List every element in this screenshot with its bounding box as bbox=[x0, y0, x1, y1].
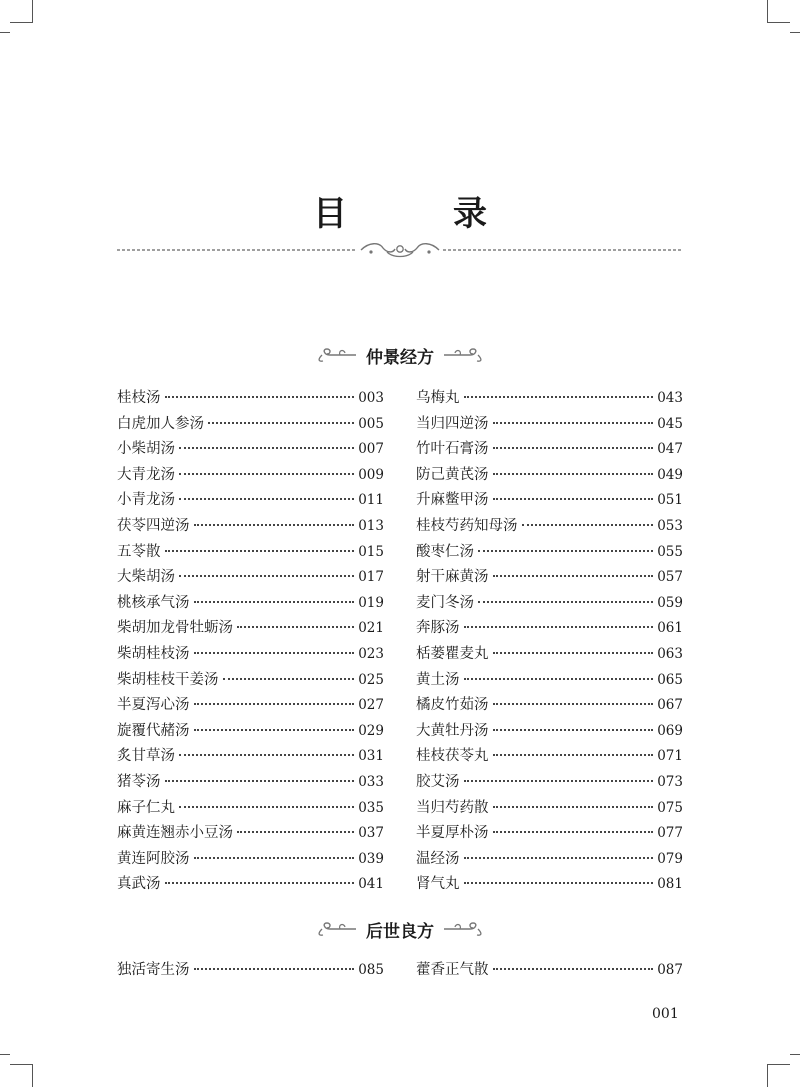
toc-entry-title: 桂枝芍药知母汤 bbox=[416, 518, 518, 534]
dot-leader bbox=[194, 524, 355, 526]
dot-leader bbox=[493, 831, 654, 833]
toc-entry-page: 067 bbox=[657, 697, 683, 714]
dot-leader bbox=[493, 575, 654, 577]
toc-entry-page: 031 bbox=[358, 748, 384, 765]
toc-entry[interactable] bbox=[117, 770, 384, 790]
toc-entry-title: 小青龙汤 bbox=[117, 492, 175, 509]
toc-entry[interactable] bbox=[416, 668, 683, 688]
dot-leader bbox=[493, 806, 654, 808]
toc-entry[interactable] bbox=[416, 616, 683, 636]
title-ornament-rule bbox=[117, 240, 683, 260]
toc-entry-title: 大黄牡丹汤 bbox=[416, 722, 489, 739]
toc-entry-page: 037 bbox=[358, 825, 384, 842]
dot-leader bbox=[464, 678, 654, 680]
toc-entry-page: 009 bbox=[358, 466, 384, 483]
toc-entry[interactable] bbox=[117, 488, 384, 508]
toc-entry[interactable] bbox=[117, 565, 384, 585]
toc-entry-page: 007 bbox=[358, 441, 384, 458]
crop-mark-top-right-outer bbox=[790, 10, 800, 33]
dot-leader bbox=[493, 498, 654, 500]
toc-entry-title: 温经汤 bbox=[416, 850, 460, 867]
toc-entry-title: 旋覆代赭汤 bbox=[117, 722, 190, 739]
toc-entry[interactable] bbox=[416, 386, 683, 406]
page-title: 目 录 bbox=[313, 194, 523, 234]
dot-leader bbox=[165, 396, 355, 398]
toc-entry[interactable] bbox=[117, 958, 384, 978]
toc-entry[interactable] bbox=[416, 565, 683, 585]
toc-entry-title: 麦门冬汤 bbox=[416, 594, 474, 611]
dot-leader bbox=[179, 575, 354, 577]
toc-entry-page: 061 bbox=[657, 620, 683, 637]
toc-entry-page: 073 bbox=[657, 774, 683, 790]
toc-entry-title: 胶艾汤 bbox=[416, 774, 460, 790]
section-heading-1 bbox=[0, 342, 800, 368]
toc-entry-page: 087 bbox=[657, 962, 683, 978]
toc-entry[interactable] bbox=[416, 642, 683, 662]
toc-entry[interactable] bbox=[416, 872, 683, 892]
toc-entry-title: 柴胡加龙骨牡蛎汤 bbox=[117, 620, 233, 637]
dot-leader bbox=[194, 729, 355, 731]
toc-entry-page: 063 bbox=[657, 646, 683, 662]
toc-entry-page: 035 bbox=[358, 799, 384, 816]
toc-entry-title: 真武汤 bbox=[117, 876, 161, 893]
toc-entry-title: 黄土汤 bbox=[416, 671, 460, 688]
toc-entry[interactable] bbox=[117, 463, 384, 483]
toc-entry-page: 043 bbox=[657, 390, 683, 406]
dot-leader bbox=[194, 652, 355, 654]
toc-entry-page: 023 bbox=[358, 646, 384, 662]
dot-leader bbox=[493, 703, 654, 705]
dot-leader bbox=[493, 447, 654, 449]
dot-leader bbox=[165, 550, 355, 552]
toc-entry-title: 小柴胡汤 bbox=[117, 441, 175, 458]
dot-leader bbox=[237, 831, 354, 833]
dot-leader bbox=[179, 806, 354, 808]
toc-entry-title: 茯苓四逆汤 bbox=[117, 518, 190, 534]
dot-leader bbox=[194, 703, 355, 705]
scroll-ornament-icon bbox=[314, 346, 358, 364]
toc-entry-page: 017 bbox=[358, 569, 384, 586]
dot-leader bbox=[194, 857, 355, 859]
toc-entry-page: 047 bbox=[657, 441, 683, 458]
toc-entry[interactable] bbox=[416, 958, 683, 978]
toc-entry[interactable] bbox=[416, 821, 683, 841]
toc-entry[interactable] bbox=[416, 463, 683, 483]
toc-entry-page: 065 bbox=[657, 671, 683, 688]
dot-leader bbox=[179, 754, 354, 756]
toc-entry[interactable] bbox=[117, 821, 384, 841]
toc-entry-title: 黄连阿胶汤 bbox=[117, 850, 190, 867]
toc-entry[interactable] bbox=[117, 847, 384, 867]
toc-entry-page: 027 bbox=[358, 697, 384, 714]
toc-entry[interactable] bbox=[117, 744, 384, 764]
dot-leader bbox=[493, 652, 654, 654]
dot-leader bbox=[478, 601, 653, 603]
toc-entry[interactable] bbox=[117, 719, 384, 739]
toc-entry-page: 029 bbox=[358, 722, 384, 739]
toc-entry-title: 当归芍药散 bbox=[416, 799, 489, 816]
dot-leader bbox=[464, 626, 654, 628]
toc-entry-title: 柴胡桂枝干姜汤 bbox=[117, 671, 219, 688]
toc-entry-page: 039 bbox=[358, 850, 384, 867]
crop-mark-top-right bbox=[767, 0, 790, 23]
dot-leader bbox=[464, 780, 654, 782]
toc-entry-title: 炙甘草汤 bbox=[117, 748, 175, 765]
toc-entry-page: 021 bbox=[358, 620, 384, 637]
dot-leader bbox=[223, 678, 355, 680]
toc-entry-title: 肾气丸 bbox=[416, 876, 460, 893]
toc-entry-title: 防己黄芪汤 bbox=[416, 466, 489, 483]
toc-entry-title: 桂枝茯苓丸 bbox=[416, 748, 489, 765]
toc-entry[interactable] bbox=[416, 540, 683, 560]
dot-leader bbox=[493, 422, 654, 424]
toc-entry-page: 055 bbox=[657, 543, 683, 560]
page-number: 001 bbox=[652, 1006, 679, 1022]
scroll-ornament-icon bbox=[442, 346, 486, 364]
toc-entry-title: 大柴胡汤 bbox=[117, 569, 175, 586]
toc-entry[interactable] bbox=[416, 412, 683, 432]
toc-entry[interactable] bbox=[416, 796, 683, 816]
toc-entry-title: 藿香正气散 bbox=[416, 962, 489, 978]
crop-mark-bottom-left-outer bbox=[0, 1054, 10, 1077]
toc-entry-title: 升麻鳖甲汤 bbox=[416, 492, 489, 509]
toc-entry[interactable] bbox=[117, 591, 384, 611]
toc-entry[interactable] bbox=[117, 616, 384, 636]
toc-entry-title: 酸枣仁汤 bbox=[416, 543, 474, 560]
dot-leader bbox=[179, 473, 354, 475]
toc-entry-page: 003 bbox=[358, 390, 384, 406]
dot-leader bbox=[464, 396, 654, 398]
crop-mark-top-left bbox=[10, 0, 33, 23]
toc-entry[interactable] bbox=[117, 668, 384, 688]
toc-entry[interactable] bbox=[117, 642, 384, 662]
toc-entry[interactable] bbox=[416, 770, 683, 790]
dot-leader bbox=[179, 498, 354, 500]
toc-entry-page: 033 bbox=[358, 774, 384, 790]
toc-entry[interactable] bbox=[117, 872, 384, 892]
toc-entry[interactable] bbox=[117, 412, 384, 432]
toc-entry-page: 025 bbox=[358, 671, 384, 688]
toc-entry-page: 011 bbox=[358, 492, 384, 509]
toc-entry[interactable] bbox=[416, 488, 683, 508]
toc-entry[interactable] bbox=[117, 386, 384, 406]
toc-entry[interactable] bbox=[117, 796, 384, 816]
dot-leader bbox=[208, 422, 354, 424]
scroll-ornament-icon bbox=[314, 920, 358, 938]
toc-entry-title: 白虎加人参汤 bbox=[117, 415, 204, 432]
toc-entry-title: 射干麻黄汤 bbox=[416, 569, 489, 586]
section-heading-2 bbox=[0, 916, 800, 942]
toc-entry-page: 079 bbox=[657, 850, 683, 867]
toc-entry-page: 013 bbox=[358, 518, 384, 534]
toc-entry-page: 057 bbox=[657, 569, 683, 586]
toc-entry-page: 071 bbox=[657, 748, 683, 765]
toc-entry-page: 053 bbox=[657, 518, 683, 534]
toc-entry-title: 猪苓汤 bbox=[117, 774, 161, 790]
toc-entry-title: 大青龙汤 bbox=[117, 466, 175, 483]
section-title: 后世良方 bbox=[366, 921, 434, 942]
toc-entry-title: 柴胡桂枝汤 bbox=[117, 646, 190, 662]
dot-leader bbox=[493, 473, 654, 475]
dot-leader bbox=[464, 857, 654, 859]
toc-entry-page: 015 bbox=[358, 543, 384, 560]
toc-entry-title: 五苓散 bbox=[117, 543, 161, 560]
toc-entry-title: 乌梅丸 bbox=[416, 390, 460, 406]
toc-entry-page: 049 bbox=[657, 466, 683, 483]
toc-entry-page: 059 bbox=[657, 594, 683, 611]
crop-mark-bottom-right-outer bbox=[790, 1054, 800, 1077]
toc-entry[interactable] bbox=[416, 719, 683, 739]
toc-entry-title: 橘皮竹茹汤 bbox=[416, 697, 489, 714]
crop-mark-top-left-outer bbox=[0, 10, 10, 33]
toc-entry-page: 051 bbox=[657, 492, 683, 509]
toc-entry-page: 019 bbox=[358, 594, 384, 611]
toc-entry-page: 085 bbox=[358, 962, 384, 978]
toc-entry[interactable] bbox=[117, 437, 384, 457]
dot-leader bbox=[165, 882, 355, 884]
toc-entry-title: 竹叶石膏汤 bbox=[416, 441, 489, 458]
toc-entry-title: 桃核承气汤 bbox=[117, 594, 190, 611]
toc-entry-page: 077 bbox=[657, 825, 683, 842]
dot-leader bbox=[165, 780, 355, 782]
dot-leader bbox=[493, 754, 654, 756]
toc-entry-page: 005 bbox=[358, 415, 384, 432]
toc-entry-title: 独活寄生汤 bbox=[117, 962, 190, 978]
toc-entry[interactable] bbox=[416, 744, 683, 764]
dot-leader bbox=[464, 882, 654, 884]
toc-entry[interactable] bbox=[416, 591, 683, 611]
dot-leader bbox=[493, 729, 654, 731]
dot-leader bbox=[522, 524, 654, 526]
toc-entry-title: 栝蒌瞿麦丸 bbox=[416, 646, 489, 662]
toc-entry-page: 069 bbox=[657, 722, 683, 739]
toc-entry-title: 桂枝汤 bbox=[117, 390, 161, 406]
toc-entry[interactable] bbox=[416, 847, 683, 867]
toc-entry[interactable] bbox=[117, 693, 384, 713]
dot-leader bbox=[194, 601, 355, 603]
toc-entry[interactable] bbox=[416, 437, 683, 457]
toc-entry-title: 麻黄连翘赤小豆汤 bbox=[117, 825, 233, 842]
dot-leader bbox=[237, 626, 354, 628]
toc-entry-title: 半夏泻心汤 bbox=[117, 697, 190, 714]
toc-entry-title: 半夏厚朴汤 bbox=[416, 825, 489, 842]
dot-leader bbox=[179, 447, 354, 449]
toc-entry-page: 045 bbox=[657, 415, 683, 432]
toc-entry[interactable] bbox=[416, 693, 683, 713]
toc-entry-title: 奔豚汤 bbox=[416, 620, 460, 637]
dot-leader bbox=[194, 968, 355, 970]
toc-entry[interactable] bbox=[416, 514, 683, 534]
crop-mark-bottom-left bbox=[10, 1064, 33, 1087]
toc-entry-page: 081 bbox=[657, 876, 683, 893]
scroll-ornament-icon bbox=[442, 920, 486, 938]
dot-leader bbox=[493, 968, 654, 970]
toc-entry-title: 麻子仁丸 bbox=[117, 799, 175, 816]
section-title: 仲景经方 bbox=[366, 347, 434, 368]
toc-entry-page: 041 bbox=[358, 876, 384, 893]
crop-mark-bottom-right bbox=[767, 1064, 790, 1087]
toc-entry[interactable] bbox=[117, 514, 384, 534]
toc-entry-title: 当归四逆汤 bbox=[416, 415, 489, 432]
toc-entry[interactable] bbox=[117, 540, 384, 560]
dot-leader bbox=[478, 550, 653, 552]
toc-entry-page: 075 bbox=[657, 799, 683, 816]
